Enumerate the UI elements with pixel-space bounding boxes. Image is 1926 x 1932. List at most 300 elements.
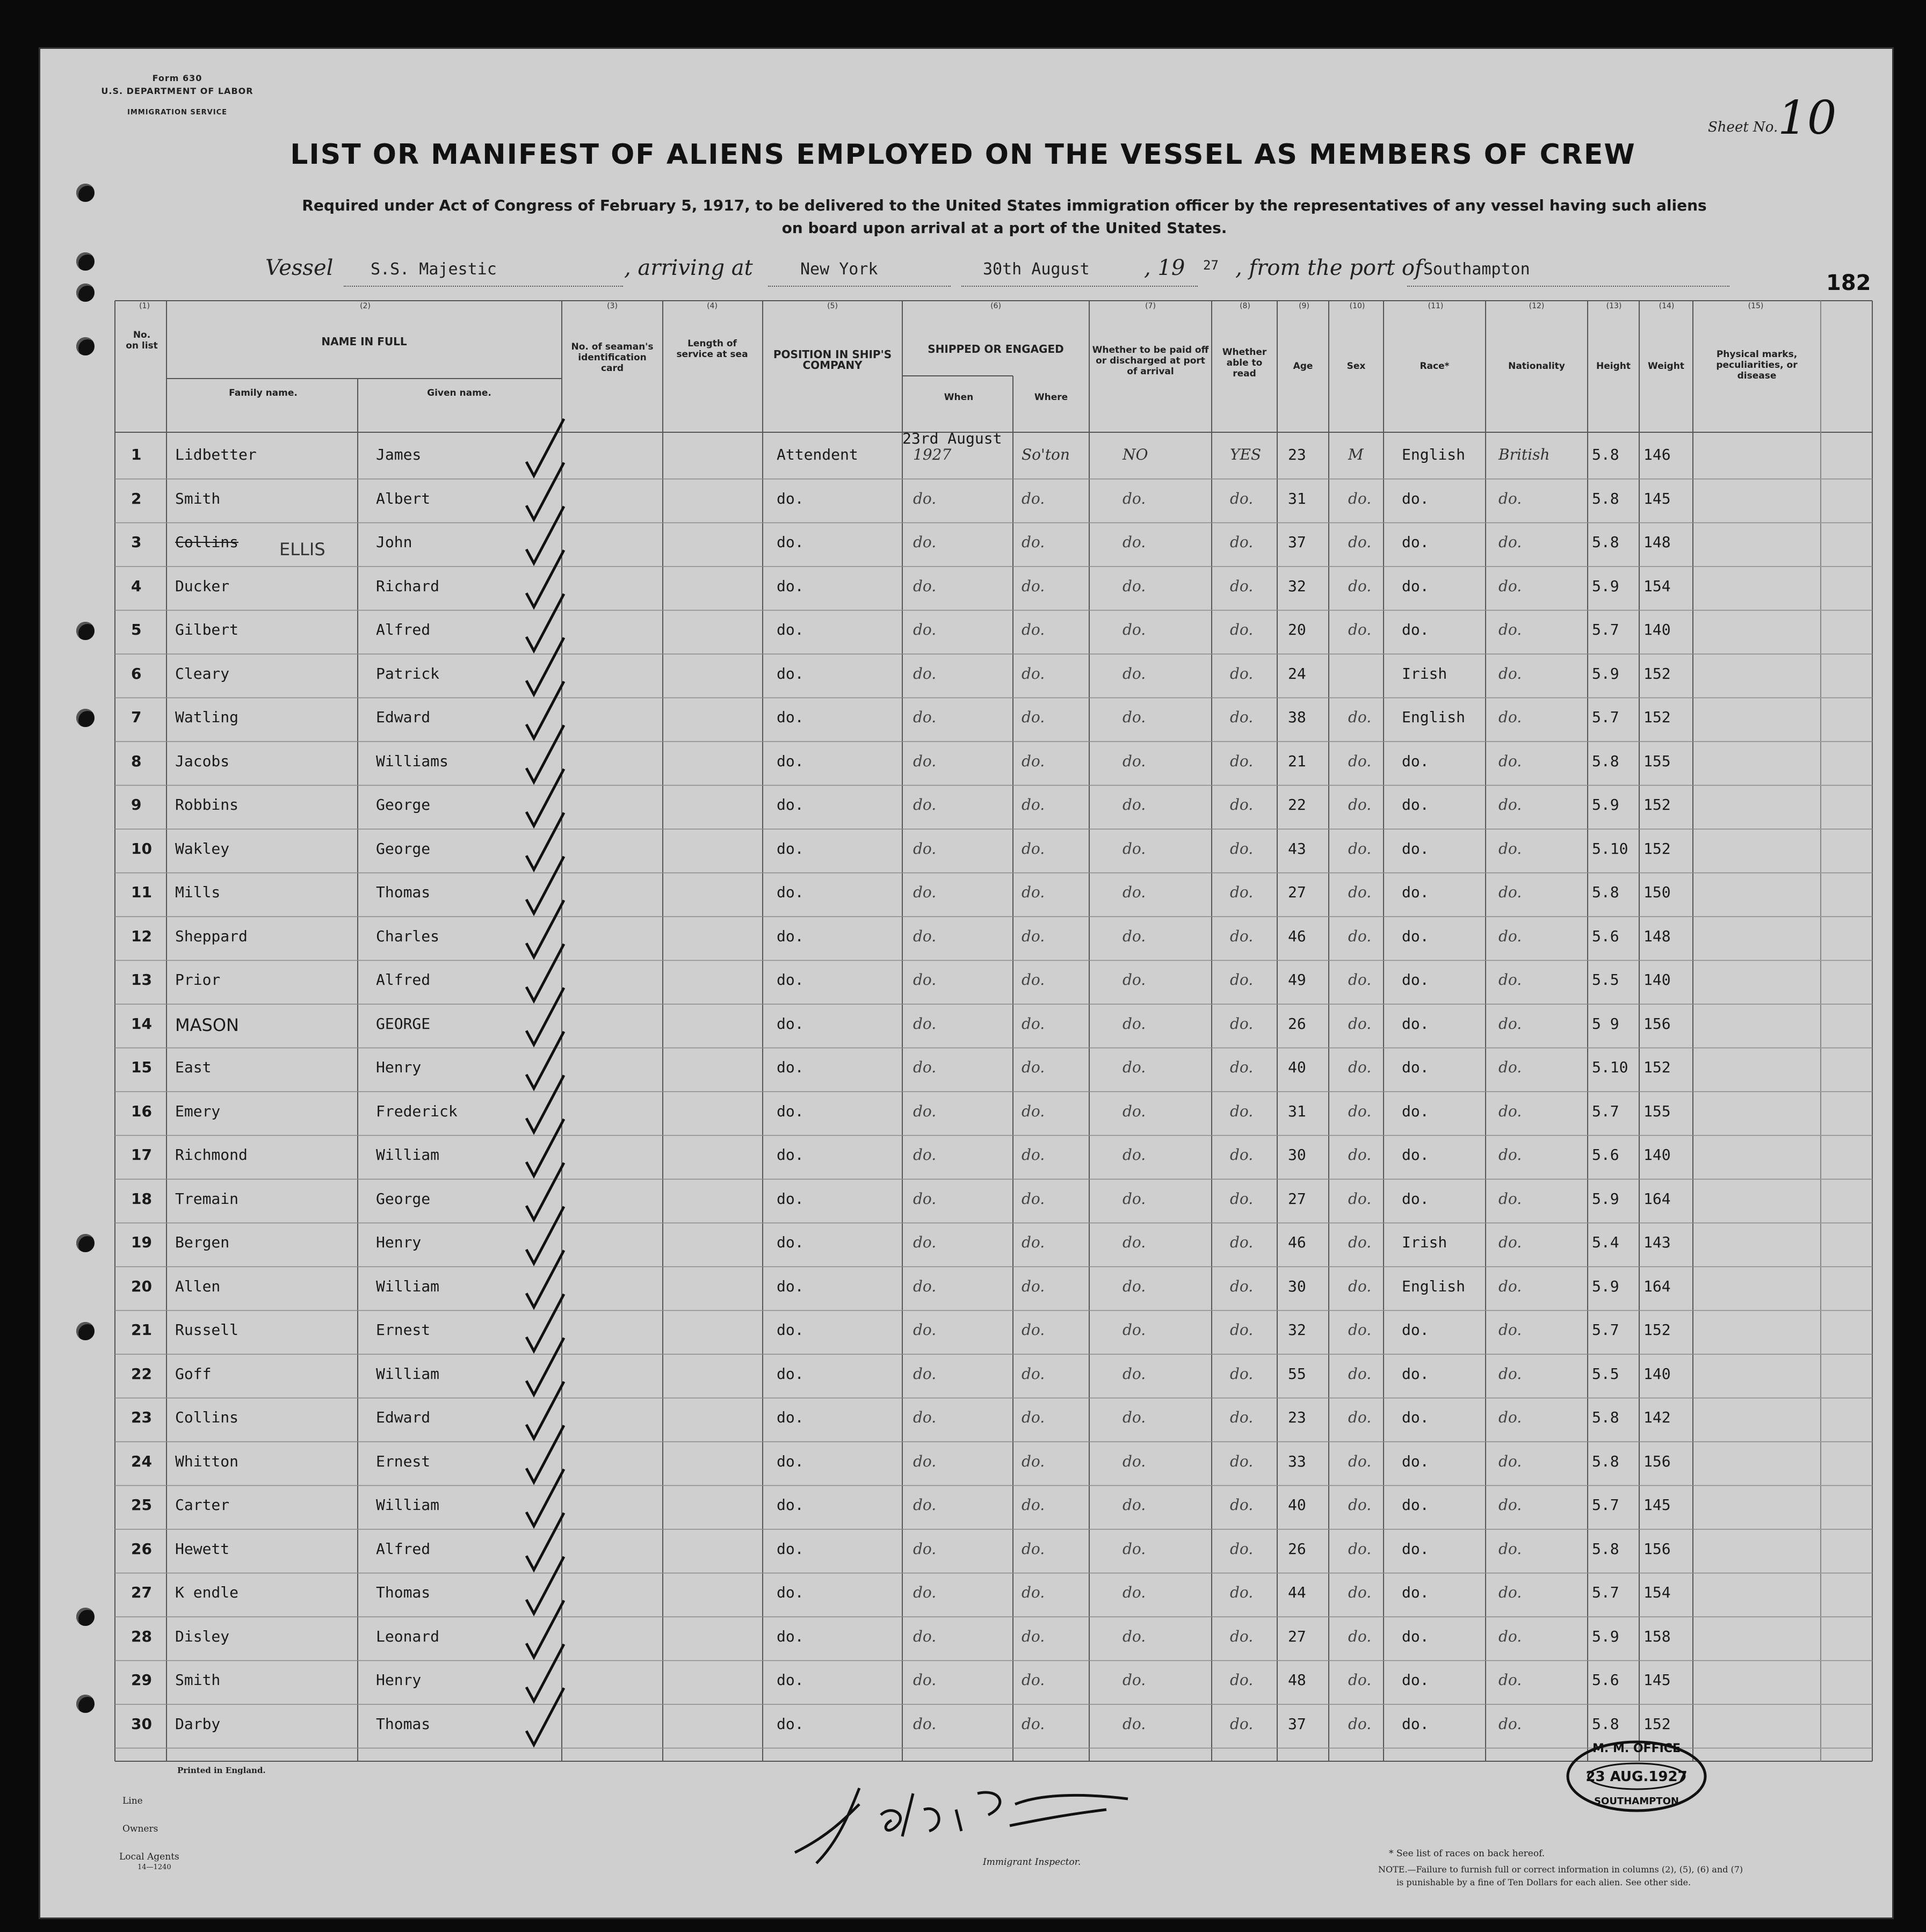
- row-19-n: 19: [131, 1233, 152, 1251]
- row-30-where: do.: [1022, 1715, 1045, 1733]
- row-23-where: do.: [1022, 1408, 1045, 1426]
- row-16-position: do.: [777, 1102, 804, 1120]
- header-when: When: [944, 392, 974, 403]
- row-20-read: do.: [1230, 1277, 1254, 1295]
- row-15-sex: do.: [1348, 1058, 1372, 1076]
- column-number: (1): [139, 302, 150, 310]
- row-4-n: 4: [131, 577, 142, 595]
- row-22-n: 22: [131, 1364, 152, 1383]
- row-11-position: do.: [777, 883, 804, 901]
- row-21-read: do.: [1230, 1321, 1254, 1339]
- row-16-nat: do.: [1498, 1102, 1522, 1120]
- row-16-read: do.: [1230, 1102, 1254, 1120]
- row-9-family: Robbins: [175, 796, 239, 814]
- header-race: Race*: [1420, 361, 1450, 372]
- agents-label: Local Agents: [119, 1851, 179, 1862]
- row-21-n: 21: [131, 1321, 152, 1339]
- row-17-nat: do.: [1498, 1146, 1522, 1164]
- row-2-sex: do.: [1348, 489, 1372, 507]
- row-1-where: So'ton: [1022, 446, 1070, 463]
- row-6-family: Cleary: [175, 664, 230, 682]
- row-14-where: do.: [1022, 1014, 1045, 1033]
- row-6-height: 5.9: [1592, 664, 1619, 682]
- row-13-given: Alfred: [376, 971, 431, 989]
- row-13-position: do.: [777, 971, 804, 989]
- row-15-when: do.: [913, 1058, 937, 1076]
- row-6-when: do.: [913, 664, 937, 682]
- row-3-given: John: [376, 533, 412, 551]
- row-9-height: 5.9: [1592, 796, 1619, 814]
- row-8-age: 21: [1288, 752, 1306, 770]
- row-9-where: do.: [1022, 796, 1045, 814]
- row-9-read: do.: [1230, 796, 1254, 814]
- row-6-nat: do.: [1498, 664, 1522, 682]
- underline: [961, 285, 1198, 287]
- row-7-n: 7: [131, 708, 142, 726]
- row-14-read: do.: [1230, 1014, 1254, 1033]
- row-29-race: do.: [1402, 1671, 1429, 1689]
- column-number: (12): [1529, 302, 1545, 310]
- row-16-family: Emery: [175, 1102, 221, 1120]
- row-7-height: 5.7: [1592, 708, 1619, 726]
- printed-in-label: Printed in England.: [177, 1766, 266, 1775]
- row-30-sex: do.: [1348, 1715, 1372, 1733]
- row-29-when: do.: [913, 1671, 937, 1689]
- row-1-weight: 146: [1643, 446, 1671, 463]
- row-21-position: do.: [777, 1321, 804, 1339]
- row-12-position: do.: [777, 927, 804, 945]
- row-26-position: do.: [777, 1539, 804, 1558]
- row-3-nat: do.: [1498, 533, 1522, 551]
- row-10-height: 5.10: [1592, 839, 1628, 858]
- row-11-race: do.: [1402, 883, 1429, 901]
- row-21-given: Ernest: [376, 1321, 431, 1339]
- row-13-when: do.: [913, 971, 937, 989]
- row-1-sex: M: [1348, 446, 1364, 463]
- row-1-nat: British: [1498, 446, 1550, 463]
- row-4-race: do.: [1402, 577, 1429, 595]
- row-8-height: 5.8: [1592, 752, 1619, 770]
- row-3-n: 3: [131, 533, 142, 551]
- row-9-age: 22: [1288, 796, 1306, 814]
- row-12-given: Charles: [376, 927, 440, 945]
- row-1-read: YES: [1230, 446, 1262, 463]
- row-24-when: do.: [913, 1452, 937, 1470]
- vessel-label: Vessel: [265, 256, 334, 280]
- from-port-label: , from the port of: [1235, 256, 1423, 280]
- row-15-paid: do.: [1123, 1058, 1146, 1076]
- row-15-given: Henry: [376, 1058, 422, 1076]
- row-28-where: do.: [1022, 1627, 1045, 1645]
- row-30-height: 5.8: [1592, 1715, 1619, 1733]
- row-15-family: East: [175, 1058, 212, 1076]
- row-21-paid: do.: [1123, 1321, 1146, 1339]
- row-8-read: do.: [1230, 752, 1254, 770]
- row-8-race: do.: [1402, 752, 1429, 770]
- row-5-sex: do.: [1348, 621, 1372, 638]
- row-10-sex: do.: [1348, 839, 1372, 858]
- underline: [344, 285, 623, 287]
- row-16-age: 31: [1288, 1102, 1306, 1120]
- row-3-position: do.: [777, 533, 804, 551]
- row-3-family: Collins: [175, 533, 239, 551]
- row-6-position: do.: [777, 664, 804, 682]
- row-2-paid: do.: [1123, 489, 1146, 507]
- header-no-on-list: No. on list: [126, 330, 158, 351]
- row-26-paid: do.: [1123, 1539, 1146, 1558]
- row-18-given: George: [376, 1189, 431, 1208]
- row-14-weight: 156: [1643, 1014, 1671, 1033]
- header-able-read: Whether able to read: [1222, 347, 1267, 379]
- row-15-height: 5.10: [1592, 1058, 1628, 1076]
- row-12-age: 46: [1288, 927, 1306, 945]
- row-20-family: Allen: [175, 1277, 221, 1295]
- row-25-age: 40: [1288, 1496, 1306, 1514]
- race-note: * See list of races on back hereof.: [1389, 1848, 1545, 1859]
- header-nationality: Nationality: [1508, 361, 1565, 372]
- row-24-where: do.: [1022, 1452, 1045, 1470]
- row-3-race: do.: [1402, 533, 1429, 551]
- row-14-sex: do.: [1348, 1014, 1372, 1033]
- row-3-where: do.: [1022, 533, 1045, 551]
- header-weight: Weight: [1648, 361, 1684, 372]
- row-29-paid: do.: [1123, 1671, 1146, 1689]
- column-number: (11): [1428, 302, 1444, 310]
- row-3-sex: do.: [1348, 533, 1372, 551]
- row-12-when: do.: [913, 927, 937, 945]
- row-5-race: do.: [1402, 621, 1429, 638]
- row-16-sex: do.: [1348, 1102, 1372, 1120]
- row-17-height: 5.6: [1592, 1146, 1619, 1164]
- row-21-family: Russell: [175, 1321, 239, 1339]
- header-given-name: Given name.: [427, 388, 491, 398]
- row-3-when: do.: [913, 533, 937, 551]
- row-26-given: Alfred: [376, 1539, 431, 1558]
- punch-hole: [76, 284, 95, 302]
- row-15-race: do.: [1402, 1058, 1429, 1076]
- row-14-n: 14: [131, 1014, 152, 1033]
- row-23-race: do.: [1402, 1408, 1429, 1426]
- punch-hole: [76, 337, 95, 355]
- row-2-height: 5.8: [1592, 489, 1619, 507]
- row-6-read: do.: [1230, 664, 1254, 682]
- row-1-race: English: [1402, 446, 1466, 463]
- row-1-age: 23: [1288, 446, 1306, 463]
- row-28-paid: do.: [1123, 1627, 1146, 1645]
- row-14-paid: do.: [1123, 1014, 1146, 1033]
- row-24-race: do.: [1402, 1452, 1429, 1470]
- row-1-when: 1927: [913, 446, 952, 463]
- row-2-given: Albert: [376, 489, 431, 507]
- row-7-given: Edward: [376, 708, 431, 726]
- row-11-given: Thomas: [376, 883, 431, 901]
- row-15-weight: 152: [1643, 1058, 1671, 1076]
- row-19-race: Irish: [1402, 1233, 1447, 1251]
- row-3-read: do.: [1230, 533, 1254, 551]
- row-2-n: 2: [131, 489, 142, 507]
- row-28-position: do.: [777, 1627, 804, 1645]
- row-10-where: do.: [1022, 839, 1045, 858]
- row-10-position: do.: [777, 839, 804, 858]
- row-26-race: do.: [1402, 1539, 1429, 1558]
- row-29-sex: do.: [1348, 1671, 1372, 1689]
- row-10-when: do.: [913, 839, 937, 858]
- row-27-position: do.: [777, 1584, 804, 1601]
- header-age: Age: [1293, 361, 1313, 372]
- column-number: (15): [1748, 302, 1764, 310]
- page-number: 182: [1826, 271, 1871, 295]
- row-11-when: do.: [913, 883, 937, 901]
- header-where: Where: [1034, 392, 1068, 403]
- row-25-position: do.: [777, 1496, 804, 1514]
- punch-hole: [76, 1322, 95, 1340]
- service-label: IMMIGRATION SERVICE: [127, 108, 227, 117]
- row-12-race: do.: [1402, 927, 1429, 945]
- row-30-nat: do.: [1498, 1715, 1522, 1733]
- row-16-height: 5.7: [1592, 1102, 1619, 1120]
- arriving-label: , arriving at: [624, 256, 753, 280]
- row-17-paid: do.: [1123, 1146, 1146, 1164]
- row-27-family: K endle: [175, 1584, 239, 1601]
- row-22-given: William: [376, 1364, 440, 1383]
- row-18-age: 27: [1288, 1189, 1306, 1208]
- row-25-weight: 145: [1643, 1496, 1671, 1514]
- punch-hole: [76, 1608, 95, 1626]
- row-20-where: do.: [1022, 1277, 1045, 1295]
- row-13-race: do.: [1402, 971, 1429, 989]
- row-15-position: do.: [777, 1058, 804, 1076]
- row-12-sex: do.: [1348, 927, 1372, 945]
- penalty-note-1: NOTE.—Failure to furnish full or correct information in columns (2), (5), (6) and (7): [1378, 1864, 1743, 1875]
- page-subtitle: [290, 194, 1719, 239]
- row-17-weight: 140: [1643, 1146, 1671, 1164]
- row-29-family: Smith: [175, 1671, 221, 1689]
- row-11-nat: do.: [1498, 883, 1522, 901]
- row-25-height: 5.7: [1592, 1496, 1619, 1514]
- row-8-given: Williams: [376, 752, 448, 770]
- row-2-position: do.: [777, 489, 804, 507]
- row-1-paid: NO: [1123, 446, 1148, 463]
- row-4-height: 5.9: [1592, 577, 1619, 595]
- row-19-age: 46: [1288, 1233, 1306, 1251]
- row-9-sex: do.: [1348, 796, 1372, 814]
- line-label: Line: [122, 1796, 143, 1806]
- row-26-height: 5.8: [1592, 1539, 1619, 1558]
- column-number: (6): [990, 302, 1001, 310]
- row-25-race: do.: [1402, 1496, 1429, 1514]
- row-30-race: do.: [1402, 1715, 1429, 1733]
- row-30-read: do.: [1230, 1715, 1254, 1733]
- header-name-in-full: NAME IN FULL: [321, 335, 407, 348]
- row-2-weight: 145: [1643, 489, 1671, 507]
- row-6-race: Irish: [1402, 664, 1447, 682]
- row-4-weight: 154: [1643, 577, 1671, 595]
- row-10-race: do.: [1402, 839, 1429, 858]
- row-16-where: do.: [1022, 1102, 1045, 1120]
- column-number: (5): [827, 302, 838, 310]
- row-24-age: 33: [1288, 1452, 1306, 1470]
- row-18-nat: do.: [1498, 1189, 1522, 1208]
- row-21-nat: do.: [1498, 1321, 1522, 1339]
- punch-hole: [76, 709, 95, 727]
- form-code: 14—1240: [137, 1863, 171, 1871]
- row-15-n: 15: [131, 1058, 152, 1076]
- row-11-sex: do.: [1348, 883, 1372, 901]
- row-9-position: do.: [777, 796, 804, 814]
- row-11-paid: do.: [1123, 883, 1146, 901]
- row-7-read: do.: [1230, 708, 1254, 726]
- column-number: (2): [360, 302, 371, 310]
- row-30-position: do.: [777, 1715, 804, 1733]
- row-7-where: do.: [1022, 708, 1045, 726]
- row-30-given: Thomas: [376, 1715, 431, 1733]
- row-18-sex: do.: [1348, 1189, 1372, 1208]
- row-22-weight: 140: [1643, 1364, 1671, 1383]
- row-21-sex: do.: [1348, 1321, 1372, 1339]
- row-19-given: Henry: [376, 1233, 422, 1251]
- header-shipped: SHIPPED OR ENGAGED: [928, 343, 1064, 355]
- row-29-weight: 145: [1643, 1671, 1671, 1689]
- column-number: (3): [607, 302, 618, 310]
- row-26-age: 26: [1288, 1539, 1306, 1558]
- header-paid-off: Whether to be paid off or discharged at port of arrival: [1092, 345, 1209, 377]
- row-8-n: 8: [131, 752, 142, 770]
- row-16-weight: 155: [1643, 1102, 1671, 1120]
- column-number: (10): [1349, 302, 1365, 310]
- row-9-paid: do.: [1123, 796, 1146, 814]
- header-id-card: No. of seaman's identification card: [571, 342, 654, 374]
- row-5-where: do.: [1022, 621, 1045, 638]
- row-13-where: do.: [1022, 971, 1045, 989]
- row-18-when: do.: [913, 1189, 937, 1208]
- row-29-height: 5.6: [1592, 1671, 1619, 1689]
- row-13-age: 49: [1288, 971, 1306, 989]
- row-21-height: 5.7: [1592, 1321, 1619, 1339]
- row-17-position: do.: [777, 1146, 804, 1164]
- row-7-nat: do.: [1498, 708, 1522, 726]
- row-5-weight: 140: [1643, 621, 1671, 638]
- row-14-age: 26: [1288, 1014, 1306, 1033]
- row-11-weight: 150: [1643, 883, 1671, 901]
- row-27-race: do.: [1402, 1584, 1429, 1601]
- column-number: (8): [1240, 302, 1250, 310]
- row-22-age: 55: [1288, 1364, 1306, 1383]
- row-10-paid: do.: [1123, 839, 1146, 858]
- row-27-when: do.: [913, 1584, 937, 1601]
- row-16-when: do.: [913, 1102, 937, 1120]
- row-3-age: 37: [1288, 533, 1306, 551]
- row-19-nat: do.: [1498, 1233, 1522, 1251]
- row-9-nat: do.: [1498, 796, 1522, 814]
- vessel-name: S.S. Majestic: [371, 260, 497, 279]
- row-2-family: Smith: [175, 489, 221, 507]
- row-26-weight: 156: [1643, 1539, 1671, 1558]
- row-7-family: Watling: [175, 708, 239, 726]
- row-18-paid: do.: [1123, 1189, 1146, 1208]
- row-22-position: do.: [777, 1364, 804, 1383]
- row-12-where: do.: [1022, 927, 1045, 945]
- row-3-weight: 148: [1643, 533, 1671, 551]
- row-10-family: Wakley: [175, 839, 230, 858]
- row-8-family: Jacobs: [175, 752, 230, 770]
- row-1-given: James: [376, 446, 422, 463]
- row-17-sex: do.: [1348, 1146, 1372, 1164]
- row-23-nat: do.: [1498, 1408, 1522, 1426]
- row-14-position: do.: [777, 1014, 804, 1033]
- row-27-weight: 154: [1643, 1584, 1671, 1601]
- row-27-given: Thomas: [376, 1584, 431, 1601]
- column-number: (4): [707, 302, 718, 310]
- subtitle-line-1: Required under Act of Congress of February 5, 1917, to be delivered to the United States immigration officer by the representatives of any vessel having such aliens: [302, 197, 1707, 214]
- row-1-n: 1: [131, 446, 142, 463]
- row-14-nat: do.: [1498, 1014, 1522, 1033]
- row-6-age: 24: [1288, 664, 1306, 682]
- row-19-where: do.: [1022, 1233, 1045, 1251]
- row-26-n: 26: [131, 1539, 152, 1558]
- row-17-age: 30: [1288, 1146, 1306, 1164]
- row-4-age: 32: [1288, 577, 1306, 595]
- row-12-n: 12: [131, 927, 152, 945]
- row-5-age: 20: [1288, 621, 1306, 638]
- row-10-age: 43: [1288, 839, 1306, 858]
- row-21-weight: 152: [1643, 1321, 1671, 1339]
- punch-hole: [76, 1234, 95, 1252]
- row-19-paid: do.: [1123, 1233, 1146, 1251]
- row-19-height: 5.4: [1592, 1233, 1619, 1251]
- row-25-n: 25: [131, 1496, 152, 1514]
- row-4-where: do.: [1022, 577, 1045, 595]
- punch-hole: [76, 1695, 95, 1713]
- row-22-when: do.: [913, 1364, 937, 1383]
- row-5-given: Alfred: [376, 621, 431, 638]
- row-28-when: do.: [913, 1627, 937, 1645]
- row-23-height: 5.8: [1592, 1408, 1619, 1426]
- row-10-n: 10: [131, 839, 152, 858]
- row-1-height: 5.8: [1592, 446, 1619, 463]
- row-9-when: do.: [913, 796, 937, 814]
- header-sex: Sex: [1346, 361, 1366, 372]
- row-22-paid: do.: [1123, 1364, 1146, 1383]
- row-27-n: 27: [131, 1584, 152, 1601]
- row-4-position: do.: [777, 577, 804, 595]
- row-13-sex: do.: [1348, 971, 1372, 989]
- row-15-nat: do.: [1498, 1058, 1522, 1076]
- row-12-family: Sheppard: [175, 927, 248, 945]
- row-21-when: do.: [913, 1321, 937, 1339]
- row-29-read: do.: [1230, 1671, 1254, 1689]
- underline: [768, 285, 951, 287]
- row-27-paid: do.: [1123, 1584, 1146, 1601]
- row-17-family: Richmond: [175, 1146, 248, 1164]
- row-22-family: Goff: [175, 1364, 212, 1383]
- row-5-paid: do.: [1123, 621, 1146, 638]
- row-5-position: do.: [777, 621, 804, 638]
- row-2-nat: do.: [1498, 489, 1522, 507]
- owners-label: Owners: [122, 1824, 158, 1834]
- row-22-read: do.: [1230, 1364, 1254, 1383]
- row-8-when: do.: [913, 752, 937, 770]
- inspector-label: Immigrant Inspector.: [983, 1857, 1081, 1868]
- row-13-paid: do.: [1123, 971, 1146, 989]
- row-5-height: 5.7: [1592, 621, 1619, 638]
- row-9-n: 9: [131, 796, 142, 814]
- department-label: U.S. DEPARTMENT OF LABOR: [101, 86, 254, 96]
- row-23-when: do.: [913, 1408, 937, 1426]
- row-28-nat: do.: [1498, 1627, 1522, 1645]
- row-3-correction: ELLIS: [279, 539, 325, 560]
- sheet-number-label: Sheet No.: [1708, 119, 1778, 135]
- row-29-age: 48: [1288, 1671, 1306, 1689]
